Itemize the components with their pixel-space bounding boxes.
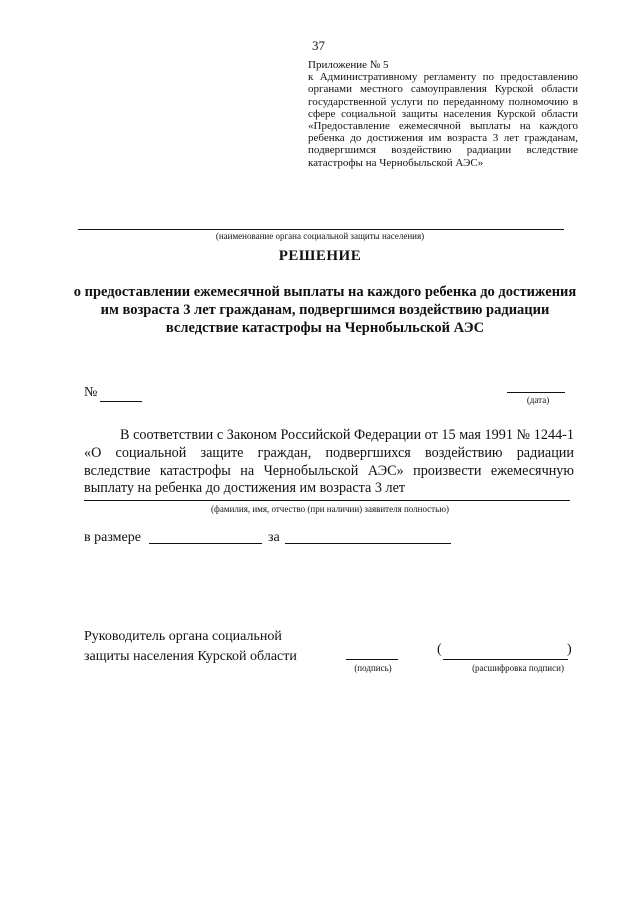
date-line [507,392,565,393]
decoding-open-paren: ( [437,642,442,657]
appendix-title: Приложение № 5 [308,59,389,71]
signature-decoding-caption: (расшифровка подписи) [472,663,564,673]
applicant-name-line [84,500,570,501]
document-title: РЕШЕНИЕ [278,248,362,264]
signer-block [84,627,297,667]
authority-caption: (наименование органа социальной защиты населения) [215,231,425,241]
period-line [285,543,451,544]
number-label: № [84,385,98,400]
applicant-caption: (фамилия, имя, отчество (при наличии) заявителя полностью) [211,504,449,514]
date-caption: (дата) [526,395,550,405]
signer-line-2: защиты населения Курской области [84,649,297,664]
document-subtitle: о предоставлении ежемесячной выплаты на каждого ребенка до достижения им возраста 3 лет гражданам, подвергшимся воздействию радиации вследствие катастрофы на Чернобыльской АЭС [73,284,577,336]
amount-label: в размере [84,530,141,545]
amount-line [149,543,262,544]
body-paragraph: В соответствии с Законом Российской Федерации от 15 мая 1991 № 1244-1 «О социальной защите граждан, подвергшихся воздействию радиации вследствие катастрофы на Чернобыльской АЭС» произвести ежемесячную выплату на ребенка до достижения им возраста 3 лет [84,427,574,497]
body-text [84,427,574,498]
signature-decoding-line [443,659,568,660]
signature-caption: (подпись) [354,663,392,673]
authority-name-line [78,229,564,230]
period-label: за [268,530,280,545]
signature-line [346,659,398,660]
page-number: 37 [312,38,325,53]
appendix-header [308,59,578,169]
appendix-text: к Административному регламенту по предоставлению органами местного самоуправления Курской области государственной услуги по переданному полномочию в сфере социальной защиты населения Курской области «Предоставление ежемесячной выплаты на каждого ребенка до достижения им возраста 3 лет гражданам, подвергшимся воздействию радиации вследствие катастрофы на Чернобыльской АЭС» [308,71,578,169]
decoding-close-paren: ) [567,642,572,657]
signer-line-1: Руководитель органа социальной [84,629,282,644]
number-line [100,401,142,402]
